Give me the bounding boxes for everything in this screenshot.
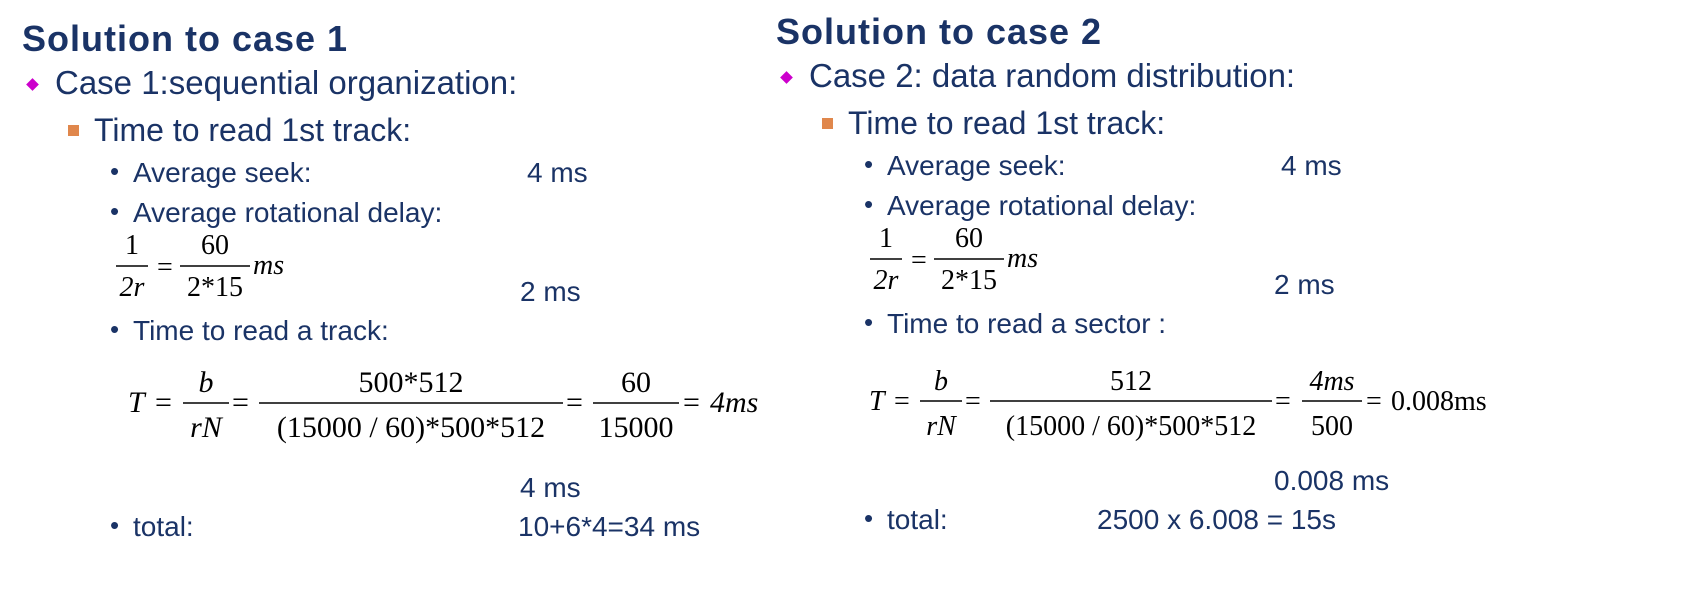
case1-rot-label: Average rotational delay: xyxy=(133,197,443,228)
case1-heading: Case 1:sequential organization: xyxy=(55,64,518,101)
case2-read-label: Time to read a sector : xyxy=(887,308,1167,339)
read-equals-4: = xyxy=(683,386,700,419)
case1-total-label: total: xyxy=(133,511,194,542)
read-equals-3: = xyxy=(1275,386,1291,417)
read-equals-1: = xyxy=(155,386,172,419)
rot-denominator-2: 2*15 xyxy=(187,272,243,303)
read-numerator-2: 500*512 xyxy=(358,366,464,399)
case2-rot-value: 2 ms xyxy=(1274,269,1335,300)
rot-numerator-1: 1 xyxy=(125,230,139,261)
read-numerator-1: b xyxy=(198,366,214,399)
dot-bullet-icon: • xyxy=(110,156,120,186)
rot-denominator-2: 2*15 xyxy=(941,265,997,296)
case1-total-value: 10+6*4=34 ms xyxy=(518,511,701,542)
case2-heading: Case 2: data random distribution: xyxy=(809,57,1296,94)
read-denominator-2: (15000 / 60)*500*512 xyxy=(276,411,546,444)
diamond-bullet-icon xyxy=(26,78,39,91)
dot-bullet-icon: • xyxy=(864,149,874,179)
case1-read-value: 4 ms xyxy=(520,472,581,503)
dot-bullet-icon: • xyxy=(864,503,874,533)
read-result: 0.008ms xyxy=(1391,386,1487,417)
read-lhs: T xyxy=(869,386,885,417)
read-numerator-3: 4ms xyxy=(1309,366,1355,397)
read-denominator-3: 500 xyxy=(1311,411,1353,442)
read-numerator-1: b xyxy=(934,366,948,397)
read-denominator-1: rN xyxy=(926,411,956,442)
case1-seek-value: 4 ms xyxy=(527,157,588,188)
rot-equals: = xyxy=(157,252,173,283)
square-bullet-icon xyxy=(68,125,79,136)
case2-rot-formula xyxy=(866,219,1066,299)
case2-total-label: total: xyxy=(887,504,948,535)
case2-seek-value: 4 ms xyxy=(1281,150,1342,181)
rot-denominator-1: 2r xyxy=(119,272,145,303)
case1-read-label: Time to read a track: xyxy=(133,315,389,346)
rot-numerator-2: 60 xyxy=(201,230,229,261)
case1-read-formula xyxy=(125,360,785,450)
read-equals-3: = xyxy=(566,386,583,419)
rot-denominator-1: 2r xyxy=(873,265,899,296)
case2-seek-label: Average seek: xyxy=(887,150,1066,181)
case2-total-value: 2500 x 6.008 = 15s xyxy=(1097,504,1336,535)
case1-rot-value: 2 ms xyxy=(520,276,581,307)
square-bullet-icon xyxy=(822,118,833,129)
case1-title: Solution to case 1 xyxy=(22,18,349,59)
case1-panel xyxy=(0,0,830,602)
case1-rot-formula xyxy=(112,226,312,306)
read-equals-2: = xyxy=(232,386,249,419)
dot-bullet-icon: • xyxy=(110,510,120,540)
case2-rot-label: Average rotational delay: xyxy=(887,190,1197,221)
dot-bullet-icon: • xyxy=(864,307,874,337)
case2-read-value: 0.008 ms xyxy=(1274,465,1390,496)
case1-seek-label: Average seek: xyxy=(133,157,312,188)
case2-read-formula xyxy=(866,358,1506,448)
read-numerator-3: 60 xyxy=(621,366,651,399)
rot-unit: ms xyxy=(1007,243,1039,274)
dot-bullet-icon: • xyxy=(864,189,874,219)
rot-numerator-2: 60 xyxy=(955,223,983,254)
read-lhs: T xyxy=(128,386,145,419)
case1-subheading: Time to read 1st track: xyxy=(94,112,412,148)
dot-bullet-icon: • xyxy=(110,314,120,344)
case2-panel xyxy=(776,0,1687,602)
rot-unit: ms xyxy=(253,250,285,281)
read-equals-4: = xyxy=(1366,386,1382,417)
read-equals-2: = xyxy=(965,386,981,417)
rot-numerator-1: 1 xyxy=(879,223,893,254)
dot-bullet-icon: • xyxy=(110,196,120,226)
case2-title: Solution to case 2 xyxy=(776,11,1103,52)
read-denominator-3: 15000 xyxy=(598,411,674,444)
read-denominator-2: (15000 / 60)*500*512 xyxy=(1005,411,1257,442)
read-result: 4ms xyxy=(710,386,759,419)
read-denominator-1: rN xyxy=(190,411,222,444)
read-equals-1: = xyxy=(894,386,910,417)
case2-subheading: Time to read 1st track: xyxy=(848,105,1166,141)
rot-equals: = xyxy=(911,245,927,276)
read-numerator-2: 512 xyxy=(1110,366,1152,397)
